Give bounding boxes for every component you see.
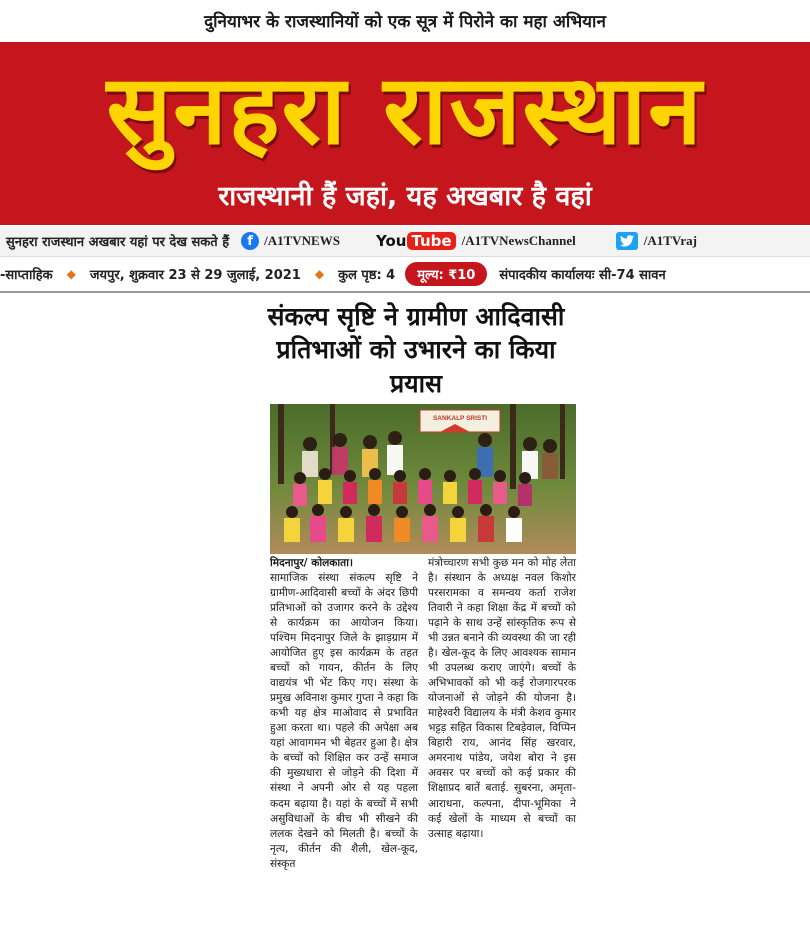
article-body-2: मंत्रोच्चारण सभी कुछ मन को मोह लेता है। संस्थान के अध्यक्ष नवल किशोर परसरामका व समन्वय कर्ता राजेश तिवारी ने कहा शिक्षा केंद्र में बच्चों को पढ़ाने के साथ उन्हें सांस्कृतिक रूप से भी उन्नत बनाने की व्यवस्था की जा रही है। खेल-कूद के लिए आवश्यक सामान भी उपलब्ध कराए जाएंगे। बच्चों के अभिभावकों को भी कई रोजगारपरक योजनाओं से जोड़ने की योजना है। माहेश्वरी विद्यालय के मंत्री केशव कुमार भट्टड़ सहित विकास टिबड़ेवाल, विप्पिन बिहारी राय, आनंद सिंह खरवार, अमरनाथ पांडेय, जयेश बोरा ने इस अवसर पर बच्चों को कई प्रकार की शिक्षाप्रद बातें बताई. सुबरना, अमृता- आराधना, कल्पना, दीपा-भूमिका ने कई खेलों के माध्यम से बच्चों का उत्साह बढ़ाया। [428, 557, 576, 840]
facebook-icon[interactable]: f [241, 232, 259, 250]
diamond-icon: ◆ [66, 267, 76, 281]
youtube-icon-tube: Tube [407, 232, 455, 250]
masthead-slogan: राजस्थानी हैं जहां, यह अखबार है वहां [218, 181, 592, 212]
page-count: कुल पृष्ठ: 4 [338, 268, 396, 283]
issue-date: जयपुर, शुक्रवार 23 से 29 जुलाई, 2021 [89, 268, 301, 283]
youtube-handle[interactable]: /A1TVNewsChannel [461, 233, 576, 248]
social-strip [0, 226, 810, 257]
youtube-icon-you: You [375, 232, 407, 250]
article-column-2 [428, 556, 576, 842]
youtube-icon[interactable] [376, 232, 456, 250]
facebook-handle[interactable]: /A1TVNEWS [264, 233, 340, 248]
office-address: संपादकीय कार्यालयः सी-74 सावन [499, 268, 666, 283]
article-photo [270, 404, 576, 554]
price-badge: मूल्य: ₹10 [405, 262, 487, 286]
photo-banner-text: SANKALP SRISTI [432, 415, 488, 422]
social-lead-text: सुनहरा राजस्थान अखबार यहां पर देख सकते हैं [6, 235, 230, 250]
article-dateline: मिदनापुर/ कोलकाता। [270, 557, 353, 569]
diamond-icon: ◆ [314, 267, 325, 281]
article-headline: संकल्प सृष्टि ने ग्रामीण आदिवासी प्रतिभाओं को उभारने का किया प्रयास [267, 302, 565, 398]
dateline-bar [0, 257, 810, 293]
twitter-icon[interactable] [616, 232, 638, 250]
masthead-title: सुनहरा राजस्थान [106, 54, 704, 166]
twitter-handle[interactable]: /A1TVraj [643, 233, 697, 248]
article-body-1: सामाजिक संस्था संकल्प सृष्टि ने ग्रामीण-आदिवासी बच्चों के अंदर छिपी प्रतिभाओं को उजागर करने के उद्देश्य से कार्यक्रम का आयोजन किया। पश्चिम मिदनापुर जिले के झाड़ग्राम में आयोजित हुए इस कार्यक्रम के तहत बच्चों को गायन, कीर्तन के लिए वाद्ययंत्र भी भेंट किए गए। संस्था के प्रमुख अविनाश कुमार गुप्ता ने कहा कि कभी यह क्षेत्र माओवाद से प्रभावित हुआ करता था। पहले की अपेक्षा अब यहां आवागमन भी बेहतर हुआ है। क्षेत्र के बच्चों को शिक्षित कर उन्हें समाज की मुख्यधारा से जोड़ने की दिशा में संस्था ने अपनी ओर से यह पहला कदम बढ़ाया है। यहां के बच्चों में सभी असुविधाओं के बीच भी सीखने की ललक देखने को मिलती है। बच्चों के नृत्य, कीर्तन की शैली, खेल-कूद, संस्कृत [270, 572, 418, 870]
masthead-banner [0, 42, 810, 225]
tagline: दुनियाभर के राजस्थानियों को एक सूत्र में पिरोने का महा अभियान [204, 11, 606, 32]
frequency-label: -साप्ताहिक [0, 268, 53, 283]
article-column-1 [270, 556, 418, 872]
